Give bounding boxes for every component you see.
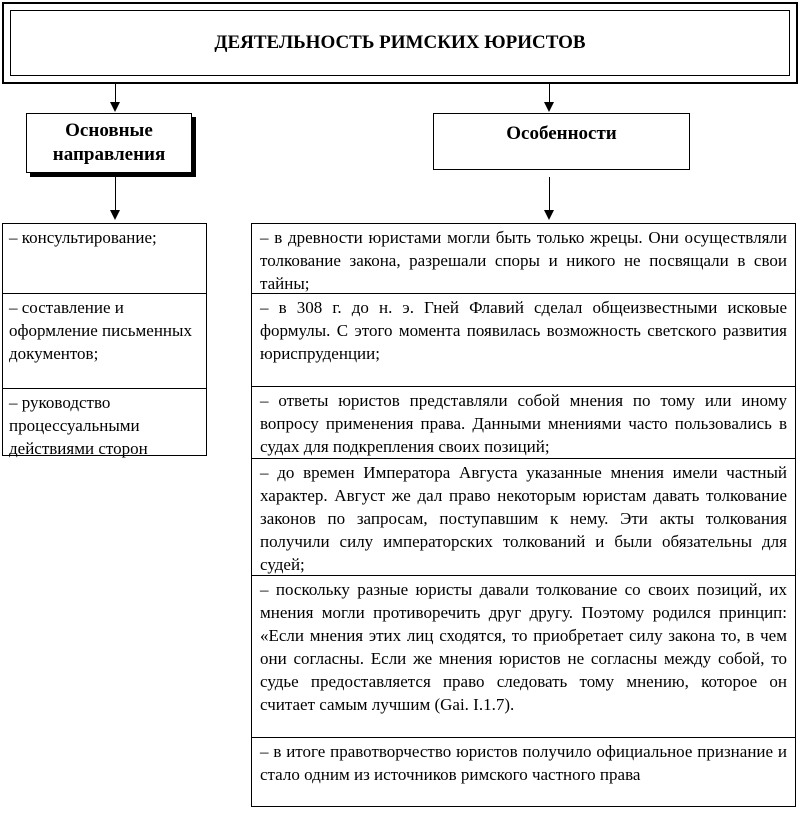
right-item-6: – в итоге правотворчество юристов получило официальное признание и стало одним из источников римского частного права (260, 742, 787, 784)
arrow-title-left-head (110, 102, 120, 112)
right-item-4: – до времен Императора Августа указанные мнения имели частный характер. Август же дал право некоторым юристам давать толкование законов по запросам, поступавшим к нему. Эти акты толкования получили силу императорских толкований и были обязательны для судей; (252, 459, 795, 576)
arrow-title-right-head (544, 102, 554, 112)
left-item-3: – руководство процессуальными действиями сторон (9, 393, 148, 458)
right-items-table (251, 223, 796, 807)
arrow-left-table-head (110, 210, 120, 220)
arrow-right-table (549, 177, 550, 211)
arrow-title-right (549, 84, 550, 104)
right-item-5: – поскольку разные юристы давали толкование со своих позиций, их мнения могли противоречить друг другу. Поэтому родился принцип: «Если мнения этих лиц сходятся, то приобретает силу закона то, в чем они согласны. Если же мнения юристов не согласны между собой, то судье предоставляется право следовать тому мнению, которое он считает самым лучшим (Gai. I.1.7). (252, 576, 795, 738)
left-item-2: – составление и оформление письменных документов; (3, 294, 206, 389)
left-item-1: – консультирование; (3, 224, 206, 294)
arrow-left-table (115, 177, 116, 211)
right-header-box (433, 113, 690, 170)
title-box (2, 2, 798, 84)
right-item-3: – ответы юристов представляли собой мнения по тому или иному вопросу применения права. Данными мнениями часто пользовались в судах для подкрепления своих позиций; (252, 387, 795, 459)
left-items-table (2, 223, 207, 456)
diagram-title: ДЕЯТЕЛЬНОСТЬ РИМСКИХ ЮРИСТОВ (10, 10, 790, 76)
left-header-box (26, 113, 192, 173)
arrow-title-left (115, 84, 116, 104)
right-item-1: – в древности юристами могли быть только жрецы. Они осуществляли толкование закона, разрешали споры и никого не посвящали в свои тайны; (252, 224, 795, 294)
right-item-2: – в 308 г. до н. э. Гней Флавий сделал общеизвестными исковые формулы. С этого момента появилась возможность светского развития юриспруденции; (252, 294, 795, 387)
arrow-right-table-head (544, 210, 554, 220)
left-header: Основные направления (52, 120, 166, 165)
right-header: Особенности (506, 123, 617, 144)
